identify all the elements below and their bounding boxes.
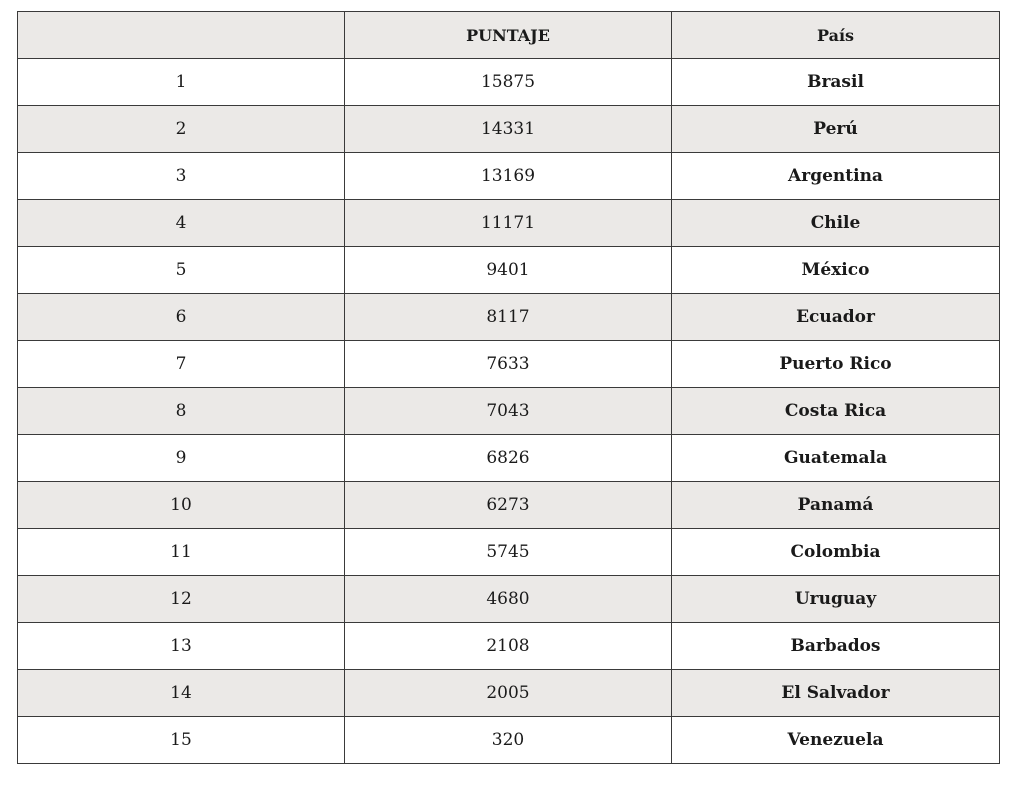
rank-cell: 15 <box>18 717 345 764</box>
country-cell: Panamá <box>672 482 1000 529</box>
country-cell: Chile <box>672 200 1000 247</box>
table-row <box>18 623 1000 670</box>
table-row <box>18 670 1000 717</box>
rank-cell: 4 <box>18 200 345 247</box>
rank-cell: 14 <box>18 670 345 717</box>
rank-cell: 2 <box>18 106 345 153</box>
rank-cell: 9 <box>18 435 345 482</box>
score-cell: 2108 <box>345 623 672 670</box>
header-rank <box>18 12 345 59</box>
country-cell: Brasil <box>672 59 1000 106</box>
table-row <box>18 576 1000 623</box>
header-score: PUNTAJE <box>345 12 672 59</box>
country-cell: Argentina <box>672 153 1000 200</box>
rank-cell: 5 <box>18 247 345 294</box>
rank-cell: 1 <box>18 59 345 106</box>
score-cell: 9401 <box>345 247 672 294</box>
table-body <box>18 59 1000 764</box>
table-row <box>18 435 1000 482</box>
score-cell: 320 <box>345 717 672 764</box>
table-row <box>18 482 1000 529</box>
ranking-table-container <box>17 11 999 764</box>
rank-cell: 3 <box>18 153 345 200</box>
table-header-row <box>18 12 1000 59</box>
rank-cell: 6 <box>18 294 345 341</box>
table-row <box>18 294 1000 341</box>
score-cell: 4680 <box>345 576 672 623</box>
rank-cell: 8 <box>18 388 345 435</box>
score-cell: 2005 <box>345 670 672 717</box>
score-cell: 6273 <box>345 482 672 529</box>
table-row <box>18 247 1000 294</box>
rank-cell: 7 <box>18 341 345 388</box>
country-cell: Venezuela <box>672 717 1000 764</box>
rank-cell: 12 <box>18 576 345 623</box>
score-cell: 8117 <box>345 294 672 341</box>
country-cell: Uruguay <box>672 576 1000 623</box>
table-row <box>18 341 1000 388</box>
score-cell: 5745 <box>345 529 672 576</box>
table-row <box>18 529 1000 576</box>
rank-cell: 10 <box>18 482 345 529</box>
score-cell: 6826 <box>345 435 672 482</box>
score-cell: 7633 <box>345 341 672 388</box>
table-row <box>18 200 1000 247</box>
country-cell: Ecuador <box>672 294 1000 341</box>
table-row <box>18 153 1000 200</box>
table-row <box>18 717 1000 764</box>
country-cell: México <box>672 247 1000 294</box>
score-cell: 11171 <box>345 200 672 247</box>
score-cell: 7043 <box>345 388 672 435</box>
header-country: País <box>672 12 1000 59</box>
score-cell: 15875 <box>345 59 672 106</box>
country-cell: Colombia <box>672 529 1000 576</box>
score-cell: 14331 <box>345 106 672 153</box>
table-row <box>18 106 1000 153</box>
country-cell: El Salvador <box>672 670 1000 717</box>
country-cell: Barbados <box>672 623 1000 670</box>
country-cell: Costa Rica <box>672 388 1000 435</box>
country-cell: Guatemala <box>672 435 1000 482</box>
table-row <box>18 59 1000 106</box>
score-cell: 13169 <box>345 153 672 200</box>
ranking-table <box>17 11 1000 764</box>
rank-cell: 13 <box>18 623 345 670</box>
table-row <box>18 388 1000 435</box>
country-cell: Puerto Rico <box>672 341 1000 388</box>
rank-cell: 11 <box>18 529 345 576</box>
country-cell: Perú <box>672 106 1000 153</box>
